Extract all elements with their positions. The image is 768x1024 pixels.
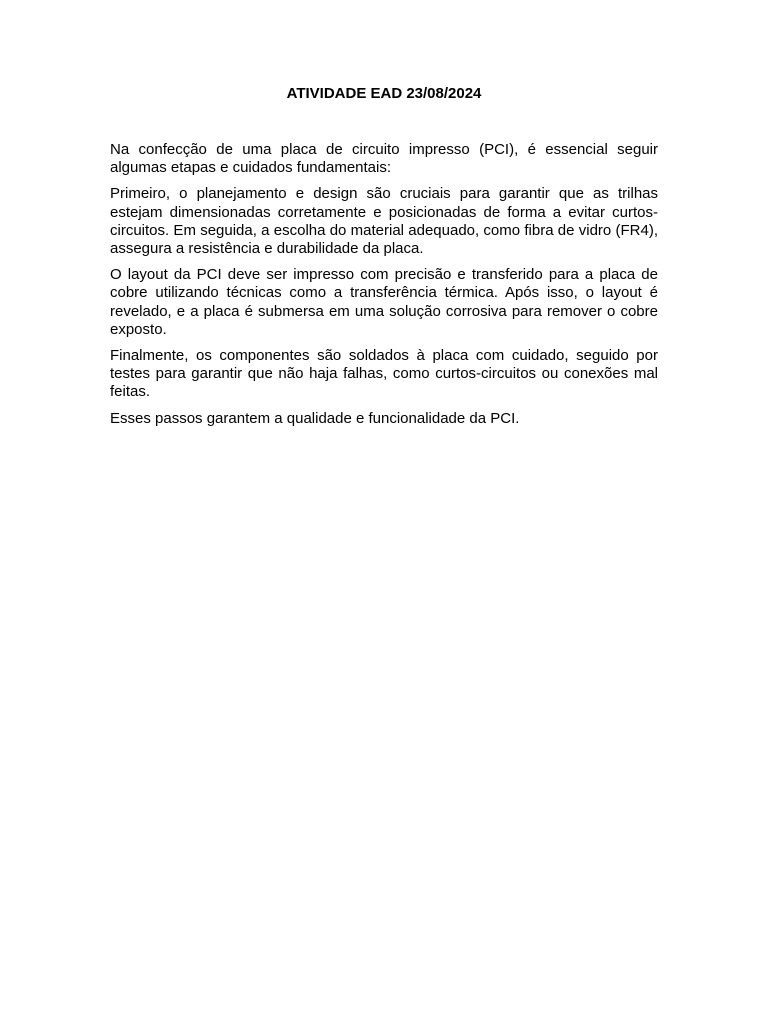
paragraph-layout: O layout da PCI deve ser impresso com precisão e transferido para a placa de cobre utilizando técnicas como a transferência térmica. Após isso, o layout é revelado, e a placa é submersa em uma solução corrosiva para remover o cobre exposto. bbox=[110, 266, 658, 338]
paragraph-conclusion: Esses passos garantem a qualidade e funcionalidade da PCI. bbox=[110, 409, 520, 427]
paragraph-soldering: Finalmente, os componentes são soldados à placa com cuidado, seguido por testes para garantir que não haja falhas, como curtos-circuitos ou conexões mal feitas. bbox=[110, 347, 658, 401]
paragraph-intro: Na confecção de uma placa de circuito impresso (PCI), é essencial seguir algumas etapas e cuidados fundamentais: bbox=[110, 141, 658, 177]
document-body bbox=[110, 141, 658, 436]
document-title: ATIVIDADE EAD 23/08/2024 bbox=[286, 85, 482, 102]
paragraph-planning: Primeiro, o planejamento e design são cruciais para garantir que as trilhas estejam dimensionadas corretamente e posicionadas de forma a evitar curtos-circuitos. Em seguida, a escolha do material adequado, como fibra de vidro (FR4), assegura a resistência e durabilidade da placa. bbox=[110, 185, 658, 258]
